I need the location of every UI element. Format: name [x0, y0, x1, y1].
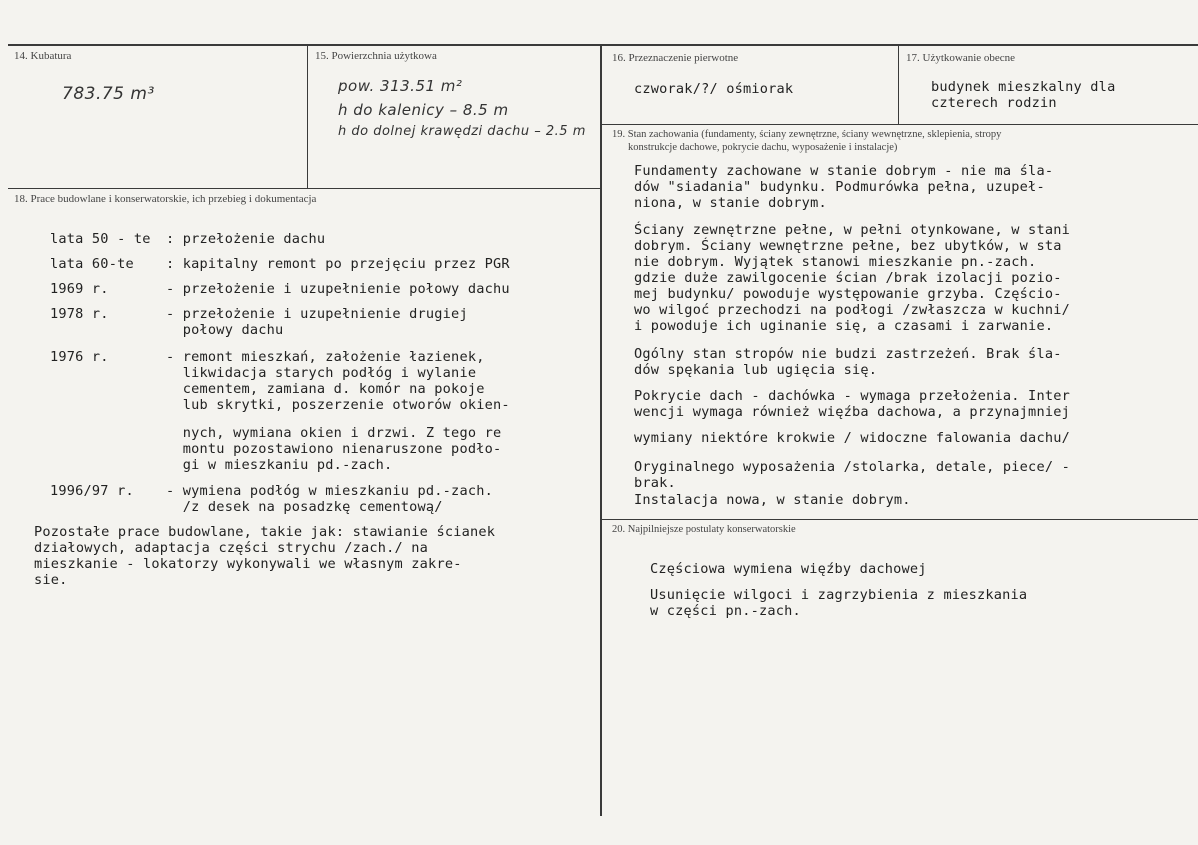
f18-entry-5-line-3: cementem, zamiana d. komór na pokoje [166, 381, 485, 397]
field-14-value: 783.75 m³ [62, 84, 155, 104]
f18-entry-7-line-2: /z desek na posadzkę cementową/ [166, 499, 443, 515]
field-17-line-1: budynek mieszkalny dla [931, 79, 1116, 95]
f19-p1-line-2: dów "siadania" budynku. Podmurówka pełna, uzupeł- [634, 179, 1045, 195]
f19-p2-line-6: wo wilgoć przechodzi na podłogi /zwłaszcza w kuchni/ [634, 302, 1070, 318]
f18-closing-line-4: sie. [34, 572, 68, 588]
field-19-label-line-2: konstrukcje dachowe, pokrycie dachu, wyposażenie i instalacje) [628, 142, 898, 153]
f18-entry-7-line-1: - wymiena podłóg w mieszkaniu pd.-zach. [166, 483, 493, 499]
field-17-line-2: czterech rodzin [931, 95, 1057, 111]
f18-entry-5-line-4: lub skrytki, poszerzenie otworów okien- [166, 397, 510, 413]
f20-line-3: w części pn.-zach. [650, 603, 801, 619]
f18-entry-4-line-1: - przełożenie i uzupełnienie drugiej [166, 306, 468, 322]
divider-row1-right [602, 124, 1198, 125]
field-16-value: czworak/?/ ośmiorak [634, 81, 794, 97]
f19-p1-line-1: Fundamenty zachowane w stanie dobrym - nie ma śla- [634, 163, 1054, 179]
f18-entry-4-line-2: połowy dachu [166, 322, 284, 338]
field-18-label: 18. Prace budowlane i konserwatorskie, ich przebieg i dokumentacja [14, 193, 317, 205]
f18-entry-1-date: lata 50 - te [50, 231, 151, 247]
top-border [8, 44, 1198, 46]
f19-p2-line-7: i powoduje ich uginanie się, a czasami i zarwanie. [634, 318, 1054, 334]
f18-entry-6-line-2: montu pozostawiono nienaruszone podło- [166, 441, 502, 457]
field-15-line-2: h do kalenicy – 8.5 m [338, 101, 509, 119]
field-15-line-3: h do dolnej krawędzi dachu – 2.5 m [338, 124, 586, 139]
f18-closing-line-1: Pozostałe prace budowlane, takie jak: stawianie ścianek [34, 524, 496, 540]
field-16-label: 16. Przeznaczenie pierwotne [612, 52, 739, 64]
f18-entry-2-date: lata 60-te [50, 256, 134, 272]
divider-16-17 [898, 46, 899, 124]
f19-p4-line-2: wencji wymaga również więźba dachowa, a przynajmniej [634, 404, 1070, 420]
f19-p5-line-2: brak. [634, 475, 676, 491]
field-19-label-line-1: 19. Stan zachowania (fundamenty, ściany zewnętrzne, ściany wewnętrzne, sklepienia, stropy [612, 129, 1002, 140]
f19-p2-line-3: nie dobrym. Wyjątek stanowi mieszkanie pn.-zach. [634, 254, 1037, 270]
f18-entry-4-date: 1978 r. [50, 306, 109, 322]
f18-entry-6-line-3: gi w mieszkaniu pd.-zach. [166, 457, 393, 473]
f18-entry-3-text: - przełożenie i uzupełnienie połowy dachu [166, 281, 510, 297]
divider-row1-left [8, 188, 600, 189]
field-15-line-1: pow. 313.51 m² [338, 77, 463, 95]
f18-entry-2-text: : kapitalny remont po przejęciu przez PGR [166, 256, 510, 272]
f20-line-1: Częściowa wymiena więźby dachowej [650, 561, 927, 577]
f19-p2-line-5: mej budynku/ powoduje występowanie grzyba. Częścio- [634, 286, 1062, 302]
f18-entry-1-text: : przełożenie dachu [166, 231, 326, 247]
f18-closing-line-2: działowych, adaptacja części strychu /zach./ na [34, 540, 429, 556]
f20-line-2: Usunięcie wilgoci i zagrzybienia z mieszkania [650, 587, 1028, 603]
f18-entry-5-line-2: likwidacja starych podłóg i wylanie [166, 365, 477, 381]
f19-p2-line-1: Ściany zewnętrzne pełne, w pełni otynkowane, w stani [634, 222, 1070, 238]
f19-p5-line-1: Oryginalnego wyposażenia /stolarka, detale, piece/ - [634, 459, 1070, 475]
f19-p1-line-3: niona, w stanie dobrym. [634, 195, 827, 211]
divider-19-20 [602, 519, 1198, 520]
f19-p3-line-1: Ogólny stan stropów nie budzi zastrzeżeń. Brak śla- [634, 346, 1062, 362]
f19-p3-line-2: dów spękania lub ugięcia się. [634, 362, 878, 378]
f18-entry-6-line-1: nych, wymiana okien i drzwi. Z tego re [166, 425, 502, 441]
f18-closing-line-3: mieszkanie - lokatorzy wykonywali we własnym zakre- [34, 556, 462, 572]
f18-entry-3-date: 1969 r. [50, 281, 109, 297]
f18-entry-5-line-1: - remont mieszkań, założenie łazienek, [166, 349, 485, 365]
f19-p4-line-3: wymiany niektóre krokwie / widoczne falowania dachu/ [634, 430, 1070, 446]
field-17-label: 17. Użytkowanie obecne [906, 52, 1016, 64]
f18-entry-7-date: 1996/97 r. [50, 483, 134, 499]
main-vertical-divider [600, 46, 602, 816]
divider-14-15 [307, 46, 308, 188]
field-14-label: 14. Kubatura [14, 50, 72, 62]
f19-p6-line-1: Instalacja nowa, w stanie dobrym. [634, 492, 911, 508]
f19-p4-line-1: Pokrycie dach - dachówka - wymaga przełożenia. Inter [634, 388, 1070, 404]
field-15-label: 15. Powierzchnia użytkowa [315, 50, 437, 62]
f18-entry-5-date: 1976 r. [50, 349, 109, 365]
field-20-label: 20. Najpilniejsze postulaty konserwatorskie [612, 524, 796, 535]
f19-p2-line-2: dobrym. Ściany wewnętrzne pełne, bez ubytków, w sta [634, 238, 1062, 254]
f19-p2-line-4: gdzie duże zawilgocenie ścian /brak izolacji pozio- [634, 270, 1062, 286]
